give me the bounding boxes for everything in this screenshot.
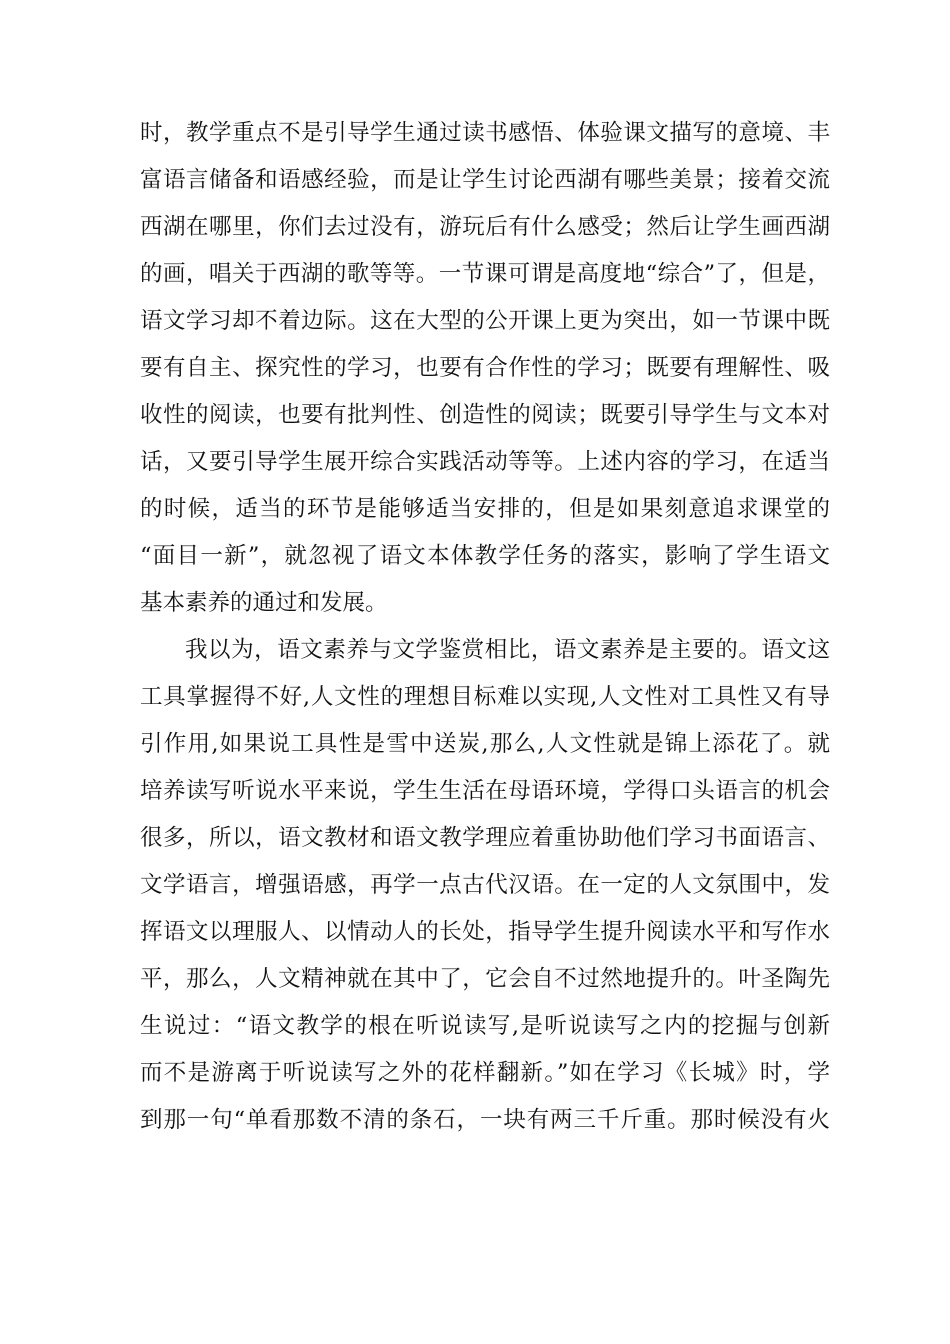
text-line: 西湖在哪里，你们去过没有，游玩后有什么感受；然后让学生画西湖 [140,214,830,240]
text-line: 我以为，语文素养与文学鉴赏相比，语文素养是主要的。语文这 [185,637,830,663]
text-line: 语文学习却不着边际。这在大型的公开课上更为突出，如一节课中既 [140,308,830,334]
text-line: 工具掌握得不好,人文性的理想目标难以实现,人文性对工具性又有导 [140,684,830,710]
text-line: 基本素养的通过和发展。 [140,590,388,616]
text-line: “面目一新”，就忽视了语文本体教学任务的落实，影响了学生语文 [140,543,830,569]
text-line: 平，那么，人文精神就在其中了，它会自不过然地提升的。叶圣陶先 [140,966,830,992]
text-line: 的时候，适当的环节是能够适当安排的，但是如果刻意追求课堂的 [140,496,830,522]
text-line: 生说过：“语文教学的根在听说读写,是听说读写之内的挖掘与创新 [140,1013,830,1039]
text-line: 培养读写听说水平来说，学生生活在母语环境，学得口头语言的机会 [140,778,830,804]
text-line: 引作用,如果说工具性是雪中送炭,那么,人文性就是锦上添花了。就 [140,731,830,757]
text-line: 挥语文以理服人、以情动人的长处，指导学生提升阅读水平和写作水 [140,919,830,945]
text-line: 文学语言，增强语感，再学一点古代汉语。在一定的人文氛围中，发 [140,872,830,898]
text-line: 时，教学重点不是引导学生通过读书感悟、体验课文描写的意境、丰 [140,120,830,146]
text-line: 富语言储备和语感经验，而是让学生讨论西湖有哪些美景；接着交流 [140,167,830,193]
body-text [140,110,830,1144]
text-line: 要有自主、探究性的学习，也要有合作性的学习；既要有理解性、吸 [140,355,830,381]
text-line: 的画，唱关于西湖的歌等等。一节课可谓是高度地“综合”了，但是， [140,261,830,287]
paragraph-1 [140,110,830,627]
text-line: 收性的阅读，也要有批判性、创造性的阅读；既要引导学生与文本对 [140,402,830,428]
paragraph-2 [140,627,830,1144]
text-line: 到那一句“单看那数不清的条石，一块有两三千斤重。那时候没有火 [140,1107,830,1133]
text-line: 很多，所以，语文教材和语文教学理应着重协助他们学习书面语言、 [140,825,830,851]
text-line: 话，又要引导学生展开综合实践活动等等。上述内容的学习，在适当 [140,449,830,475]
text-line: 而不是游离于听说读写之外的花样翻新。”如在学习《长城》时，学 [140,1060,830,1086]
